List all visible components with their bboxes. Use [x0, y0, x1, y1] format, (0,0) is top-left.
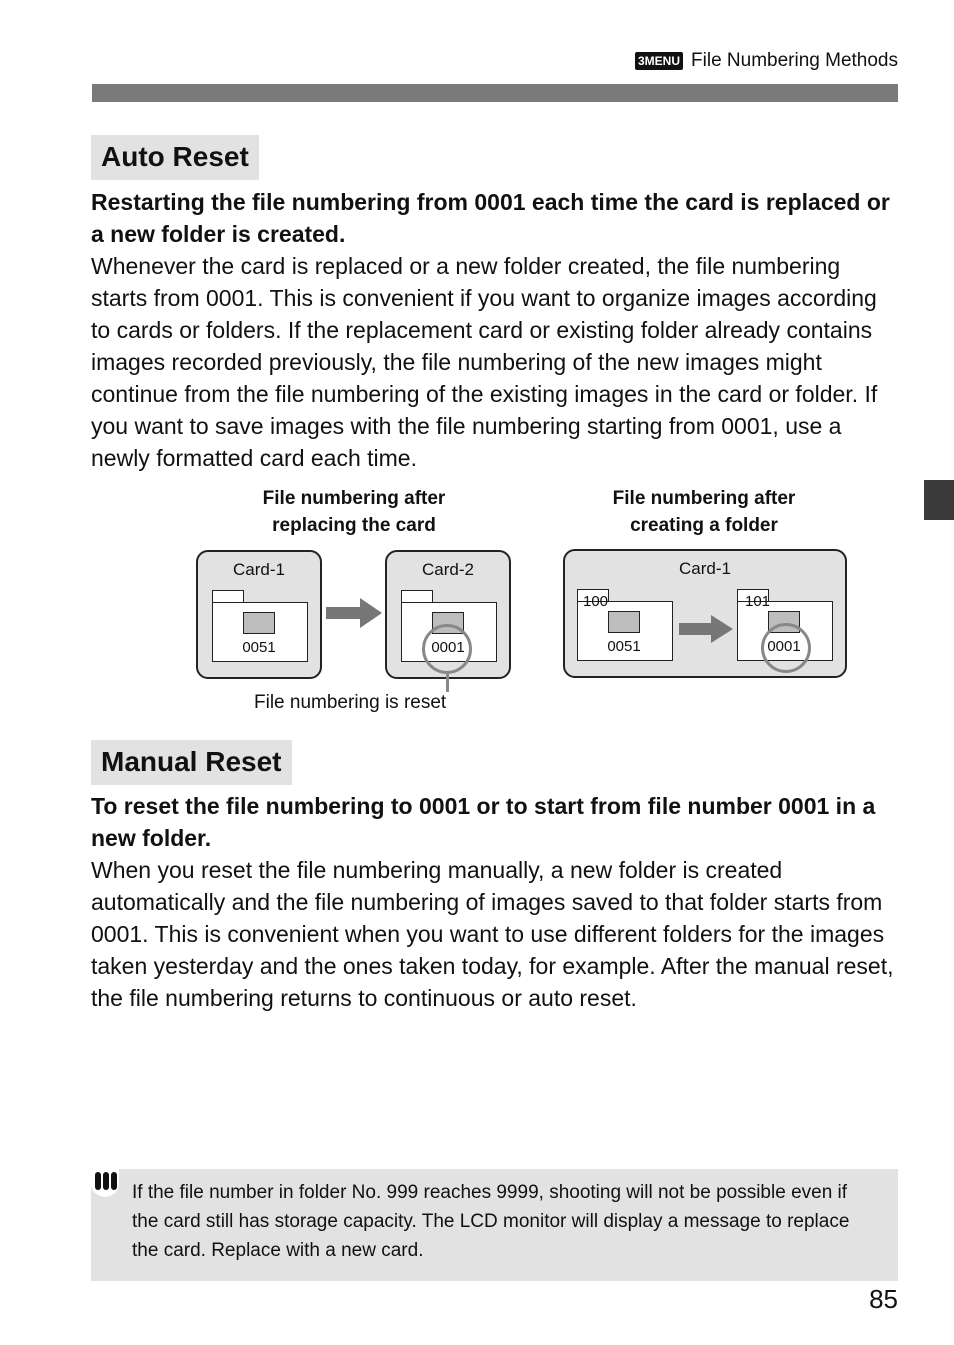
- header-title: File Numbering Methods: [691, 50, 898, 71]
- caution-text: If the file number in folder No. 999 reaches 9999, shooting will not be possible even if the card still has storage capacity. The LCD monitor will display a message to replace the card. Replace with a new card.: [132, 1182, 850, 1261]
- right-caption-line1: File numbering after: [612, 488, 796, 509]
- reset-label: File numbering is reset: [254, 692, 447, 713]
- right-caption-line2: creating a folder: [630, 515, 778, 536]
- page-number: 85: [869, 1284, 898, 1314]
- arrow-right-icon: [679, 615, 733, 643]
- folder-100-file-number: 0051: [607, 638, 641, 655]
- manual-reset-lead: To reset the file numbering to 0001 or to start from file number 0001 in a new folder.: [91, 793, 876, 851]
- folder-101-number: 101: [745, 593, 771, 610]
- manual-reset-heading: Manual Reset: [91, 740, 292, 785]
- card-3-label: Card-1: [679, 559, 731, 578]
- card-2-box: [385, 550, 511, 679]
- left-caption-line2: replacing the card: [272, 515, 436, 536]
- header-rule: [92, 84, 898, 102]
- image-icon: [608, 611, 640, 633]
- left-diagram-caption: [224, 485, 484, 539]
- auto-reset-body: Whenever the card is replaced or a new folder created, the file numbering starts from 0001. This is convenient if you want to organize images according to cards or folders. If the replacement card or existing folder already contains images recorded previously, the file numbering of the new images might continue from the file numbering of the existing images in the card or folder. If you want to save images with the file numbering starting from 0001, use a newly formatted card each time.: [91, 253, 878, 471]
- card-3-box: [563, 549, 847, 678]
- card-1-label: Card-1: [233, 560, 285, 579]
- card-2-file-number: 0001: [431, 639, 465, 656]
- caution-icon: [91, 1169, 121, 1199]
- card-1-box: [196, 550, 322, 679]
- left-caption-line1: File numbering after: [262, 488, 446, 509]
- auto-reset-lead: Restarting the file numbering from 0001 each time the card is replaced or a new folder is created.: [91, 189, 890, 247]
- manual-reset-body: When you reset the file numbering manually, a new folder is created automatically and the file numbering of images saved to that folder starts from 0001. This is convenient when you want to use different folders for the images taken yesterday and the ones taken today, for example. After the manual reset, the file numbering returns to continuous or auto reset.: [91, 857, 894, 1011]
- card-2-label: Card-2: [422, 560, 474, 579]
- chapter-tab: [924, 480, 954, 520]
- arrow-right-icon: [326, 598, 382, 628]
- page-header: [635, 50, 898, 72]
- reset-pointer-line: [446, 672, 449, 692]
- image-icon: [243, 612, 275, 634]
- highlight-circle: [422, 624, 472, 674]
- auto-reset-heading: Auto Reset: [91, 135, 259, 180]
- highlight-circle: [761, 623, 811, 673]
- caution-note: [91, 1169, 898, 1281]
- card-1-file-number: 0051: [242, 639, 276, 656]
- folder-100-number: 100: [583, 593, 609, 610]
- menu-icon: 3MENU: [635, 52, 683, 70]
- right-diagram-caption: [574, 485, 834, 539]
- folder-101-file-number: 0001: [767, 638, 801, 655]
